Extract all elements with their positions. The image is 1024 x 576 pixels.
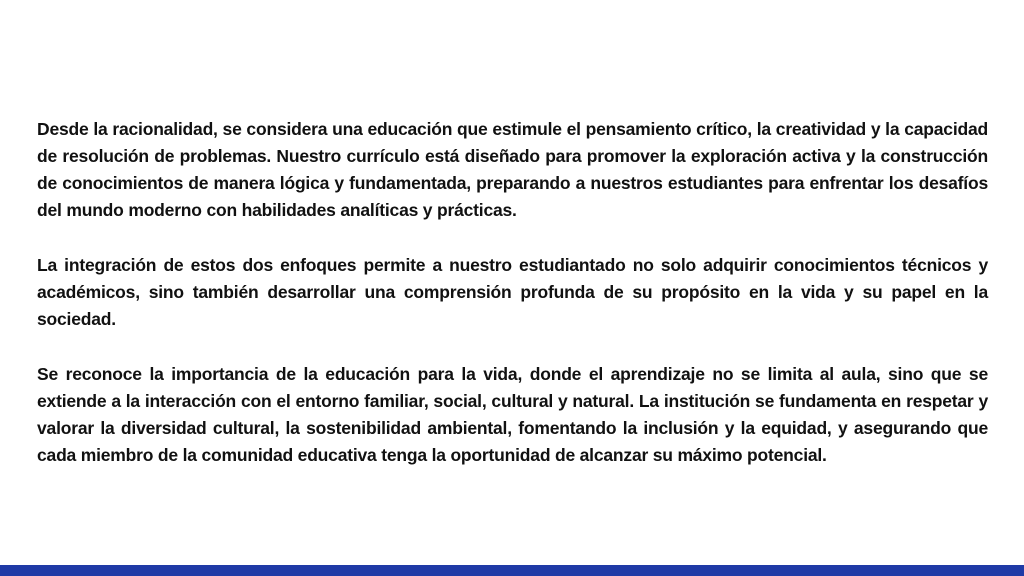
paragraph-integration: La integración de estos dos enfoques permite a nuestro estudiantado no solo adquirir conocimientos técnicos y académicos, sino también desarrollar una comprensión profunda de su propósito en la vida y su papel en la sociedad. [37, 255, 988, 329]
slide-text-body [37, 116, 988, 469]
paragraph-education-for-life: Se reconoce la importancia de la educación para la vida, donde el aprendizaje no se limita al aula, sino que se extiende a la interacción con el entorno familiar, social, cultural y natural. La institución se fundamenta en respetar y valorar la diversidad cultural, la sostenibilidad ambiental, fomentando la inclusión y la equidad, y asegurando que cada miembro de la comunidad educativa tenga la oportunidad de alcanzar su máximo potencial. [37, 364, 988, 465]
paragraph-rationality: Desde la racionalidad, se considera una educación que estimule el pensamiento crítico, la creatividad y la capacidad de resolución de problemas. Nuestro currículo está diseñado para promover la exploración activa y la construcción de conocimientos de manera lógica y fundamentada, preparando a nuestros estudiantes para enfrentar los desafíos del mundo moderno con habilidades analíticas y prácticas. [37, 119, 988, 220]
bottom-accent-bar [0, 565, 1024, 576]
